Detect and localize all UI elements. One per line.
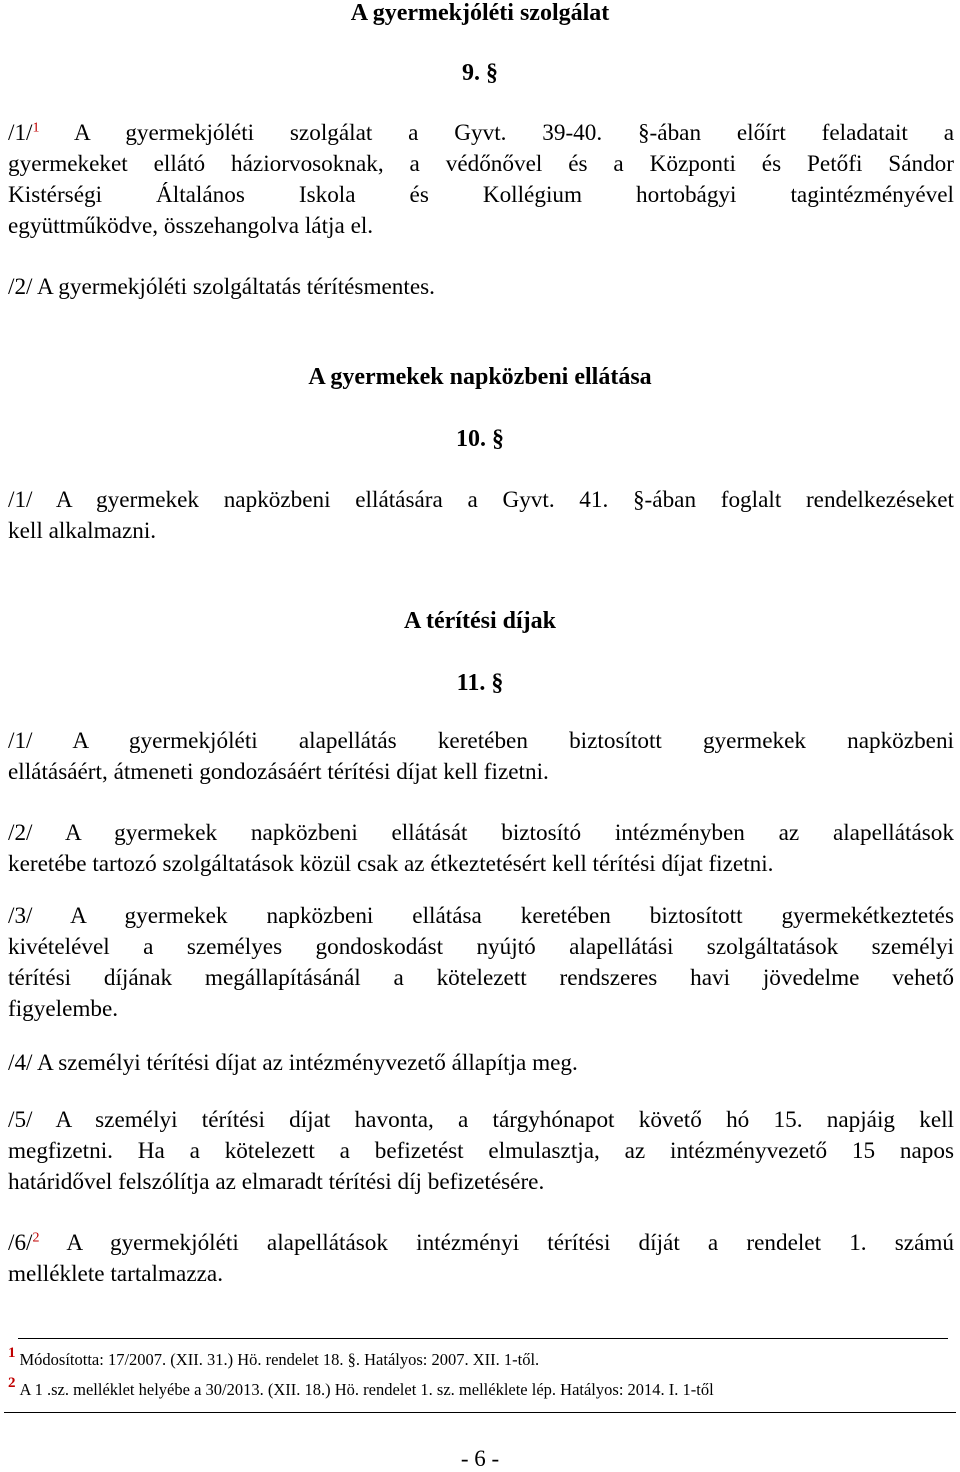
paragraph-line: kell alkalmazni.	[8, 518, 157, 544]
paragraph-text: A gyermekjóléti szolgálat a Gyvt. 39-40. §-ában előírt feladatait a	[74, 120, 954, 146]
paragraph	[8, 818, 954, 880]
section-number: 10. §	[456, 426, 504, 452]
footnote-reference: 2	[32, 1230, 40, 1246]
paragraph	[8, 1228, 954, 1290]
paragraph-line: Kistérségi Általános Iskola és Kollégium hortobágyi tagintézményével	[8, 182, 954, 208]
footer-separator	[4, 1412, 956, 1413]
paragraph-line: /2/ A gyermekek napközbeni ellátását biztosító intézményben az alapellátások	[8, 820, 954, 846]
paragraph-line: térítési díjának megállapításánál a kötelezett rendszeres havi jövedelme vehető	[8, 965, 954, 991]
paragraph-line: /5/ A személyi térítési díjat havonta, a tárgyhónapot követő hó 15. napjáig kell	[8, 1107, 954, 1133]
paragraph	[8, 1105, 954, 1198]
paragraph-line	[8, 1228, 954, 1259]
paragraph	[8, 118, 954, 242]
footnote-text: Módosította: 17/2007. (XII. 31.) Hö. rendelet 18. §. Hatályos: 2007. XII. 1-től.	[19, 1350, 540, 1369]
paragraph	[8, 272, 954, 303]
footnote-mark: 1	[8, 1345, 16, 1361]
paragraph-line: ellátásáért, átmeneti gondozásáért térítési díjat kell fizetni.	[8, 759, 549, 785]
footnote	[8, 1345, 540, 1370]
footnote-text: A 1 .sz. melléklet helyébe a 30/2013. (XII. 18.) Hö. rendelet 1. sz. melléklete lép. Hatályos: 2014. I. 1-től	[19, 1380, 714, 1399]
section-title: A gyermekjóléti szolgálat	[350, 0, 610, 26]
footnote-mark: 2	[8, 1375, 16, 1391]
paragraph-line: /2/ A gyermekjóléti szolgáltatás térítésmentes.	[8, 274, 435, 300]
paragraph-line: melléklete tartalmazza.	[8, 1261, 223, 1287]
paragraph-line: megfizetni. Ha a kötelezett a befizetést elmulasztja, az intézményvezető 15 napos	[8, 1138, 954, 1164]
footnote-reference: 1	[32, 120, 40, 136]
section-number: 9. §	[462, 60, 498, 86]
paragraph-line	[8, 118, 954, 149]
paragraph-line: /1/ A gyermekek napközbeni ellátására a Gyvt. 41. §-ában foglalt rendelkezéseket	[8, 487, 954, 513]
footnote	[8, 1375, 714, 1400]
page-number: - 6 -	[460, 1446, 500, 1471]
paragraph-line: figyelembe.	[8, 996, 119, 1022]
section-number: 11. §	[456, 670, 504, 696]
section-title: A gyermekek napközbeni ellátása	[308, 364, 652, 390]
paragraph	[8, 485, 954, 547]
footnote-separator	[18, 1338, 948, 1339]
paragraph	[8, 1048, 954, 1079]
paragraph-line: /1/ A gyermekjóléti alapellátás keretében biztosított gyermekek napközbeni	[8, 728, 954, 754]
paragraph-prefix: /6/	[8, 1230, 33, 1256]
paragraph-line: /3/ A gyermekek napközbeni ellátása keretében biztosított gyermekétkeztetés	[8, 903, 954, 929]
paragraph-line: gyermekeket ellátó háziorvosoknak, a védőnővel és a Központi és Petőfi Sándor	[8, 151, 954, 177]
paragraph-line: kivételével a személyes gondoskodást nyújtó alapellátási szolgáltatások személyi	[8, 934, 954, 960]
paragraph-line: együttműködve, összehangolva látja el.	[8, 213, 374, 239]
section-title: A térítési díjak	[404, 608, 556, 634]
paragraph	[8, 726, 954, 788]
paragraph-text: A gyermekjóléti alapellátások intézményi térítési díját a rendelet 1. számú	[66, 1230, 954, 1256]
paragraph-line: /4/ A személyi térítési díjat az intézményvezető állapítja meg.	[8, 1050, 578, 1076]
paragraph-line: határidővel felszólítja az elmaradt térítési díj befizetésére.	[8, 1169, 545, 1195]
paragraph	[8, 901, 954, 1025]
paragraph-prefix: /1/	[8, 120, 33, 146]
paragraph-line: keretébe tartozó szolgáltatások közül csak az étkeztetésért kell térítési díjat fizetni.	[8, 851, 774, 877]
